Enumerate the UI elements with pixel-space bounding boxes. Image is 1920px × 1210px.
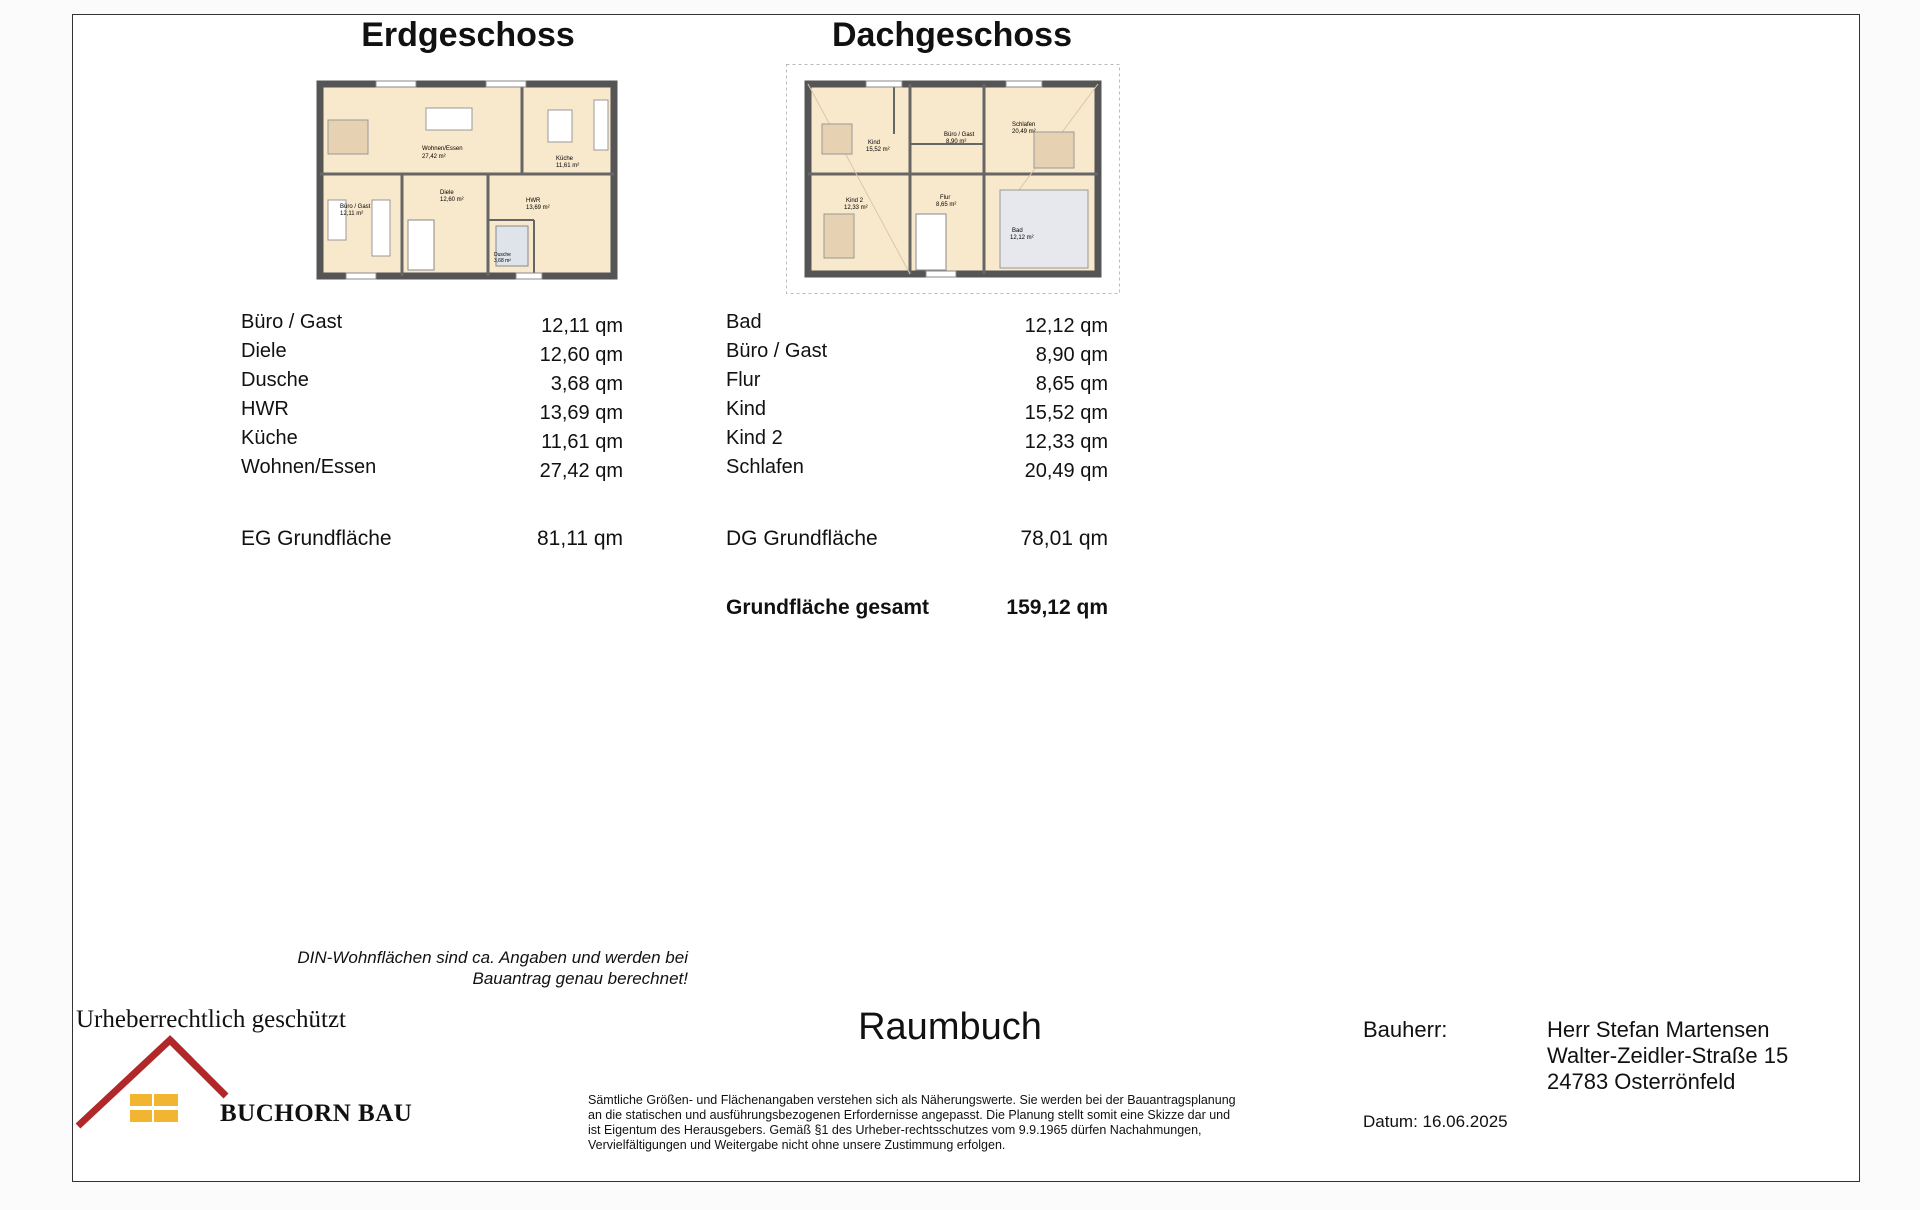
eg-plan-area-diele: 12,60 m² <box>440 197 464 203</box>
area-note-line: Bauantrag genau berechnet! <box>472 969 688 988</box>
eg-total-label: EG Grundfläche <box>241 527 392 550</box>
eg-room-area: 12,11 qm <box>541 315 623 337</box>
dg-plan-area-kind2: 12,33 m² <box>844 205 868 211</box>
dg-plan-area-buero: 8,90 m² <box>946 139 967 145</box>
dg-plan-area-schlafen: 20,49 m² <box>1012 129 1036 135</box>
dg-plan-label-schlafen: Schlafen <box>1012 122 1036 128</box>
grand-total-label: Grundfläche gesamt <box>726 596 930 619</box>
date-value: 16.06.2025 <box>1422 1112 1508 1131</box>
house-logo-roof-right <box>150 1034 230 1130</box>
dg-room-name: Flur <box>726 369 761 391</box>
eg-plan-area-hwr: 13,69 m² <box>526 205 550 211</box>
eg-room-area: 12,60 qm <box>539 344 623 366</box>
disclaimer-line: ist Eigentum des Herausgebers. Gemäß §1 des Urheber-rechtsschutzes vom 9.9.1965 dürfen Nachahmungen, <box>588 1123 1202 1137</box>
copyright-notice: Urheberrechtlich geschützt <box>76 1006 347 1033</box>
dg-room-area: 8,90 qm <box>1035 344 1108 366</box>
disclaimer-text <box>588 1093 1308 1153</box>
date-label: Datum: <box>1363 1112 1418 1131</box>
dg-total-value: 78,01 qm <box>1020 527 1108 550</box>
disclaimer-line: Vervielfältigungen und Weitergabe nicht ohne unsere Zustimmung erfolgen. <box>588 1138 1006 1152</box>
dg-room-name: Kind 2 <box>726 427 783 449</box>
eg-room-name: HWR <box>241 398 289 420</box>
eg-room-name: Büro / Gast <box>241 311 343 333</box>
dg-room-area: 12,33 qm <box>1024 431 1108 453</box>
eg-room-name: Küche <box>241 427 298 449</box>
eg-room-name: Dusche <box>241 369 309 391</box>
date-field <box>1363 1112 1508 1132</box>
dg-plan-label-buero: Büro / Gast <box>944 132 975 138</box>
eg-plan-area-kueche: 11,61 m² <box>556 163 580 169</box>
eg-plan-label-wohnen: Wohnen/Essen <box>422 146 463 152</box>
dg-plan-label-kind2: Kind 2 <box>846 198 864 204</box>
client-street: Walter-Zeidler-Straße 15 <box>1547 1043 1789 1068</box>
dg-room-name: Kind <box>726 398 767 420</box>
eg-title: Erdgeschoss <box>361 16 575 54</box>
eg-plan-label-hwr: HWR <box>526 198 541 204</box>
eg-plan-label-diele: Diele <box>440 190 454 196</box>
dg-plan-area-flur: 8,65 m² <box>936 202 957 208</box>
disclaimer-line: an die statischen und ausführungsbezogenen Erfordernisse angepasst. Die Planung stellt somit eine Skizze dar und <box>588 1108 1231 1122</box>
dg-floor-plan <box>786 64 1120 294</box>
dg-plan-area-bad: 12,12 m² <box>1010 235 1034 241</box>
client-name: Herr Stefan Martensen <box>1547 1017 1770 1042</box>
dg-total-label: DG Grundfläche <box>726 527 878 550</box>
eg-room-name: Diele <box>241 340 287 362</box>
eg-plan-label-buero: Büro / Gast <box>340 204 371 210</box>
eg-room-area: 27,42 qm <box>539 460 623 482</box>
dg-room-area: 12,12 qm <box>1024 315 1108 337</box>
dg-plan-area-kind: 15,52 m² <box>866 147 890 153</box>
eg-room-area: 13,69 qm <box>539 402 623 424</box>
disclaimer-line: Sämtliche Größen- und Flächenangaben verstehen sich als Näherungswerte. Sie werden bei der Bauantragsplanung <box>588 1093 1236 1107</box>
eg-plan-area-wohnen: 27,42 m² <box>422 154 446 160</box>
dg-plan-label-bad: Bad <box>1012 228 1023 234</box>
grand-total-value: 159,12 qm <box>1006 596 1108 619</box>
area-note <box>188 947 688 989</box>
company-logo-text: BUCHORN BAU <box>220 1100 413 1127</box>
eg-room-area: 3,68 qm <box>550 373 623 395</box>
area-note-line: DIN-Wohnflächen sind ca. Angaben und werden bei <box>297 948 688 967</box>
client-address <box>1547 1017 1788 1095</box>
client-city: 24783 Osterrönfeld <box>1547 1069 1736 1094</box>
client-label: Bauherr: <box>1363 1017 1448 1042</box>
dg-plan-label-flur: Flur <box>940 195 951 201</box>
eg-plan-area-buero: 12,11 m² <box>340 211 364 217</box>
dg-room-area: 8,65 qm <box>1035 373 1108 395</box>
eg-plan-label-kueche: Küche <box>556 156 574 162</box>
dg-title: Dachgeschoss <box>832 16 1072 54</box>
dg-room-area: 20,49 qm <box>1024 460 1108 482</box>
dg-room-name: Büro / Gast <box>726 340 828 362</box>
dg-room-area: 15,52 qm <box>1024 402 1108 424</box>
dg-room-name: Bad <box>726 311 762 333</box>
eg-room-name: Wohnen/Essen <box>241 456 377 478</box>
eg-plan-label-dusche: Dusche <box>494 252 511 258</box>
eg-floor-plan <box>316 80 618 280</box>
eg-plan-area-dusche: 3,68 m² <box>494 258 511 264</box>
dg-room-name: Schlafen <box>726 456 804 478</box>
eg-room-area: 11,61 qm <box>541 431 623 453</box>
dg-plan-label-kind: Kind <box>868 140 881 146</box>
document-title: Raumbuch <box>858 1006 1042 1048</box>
eg-total-value: 81,11 qm <box>537 527 623 550</box>
